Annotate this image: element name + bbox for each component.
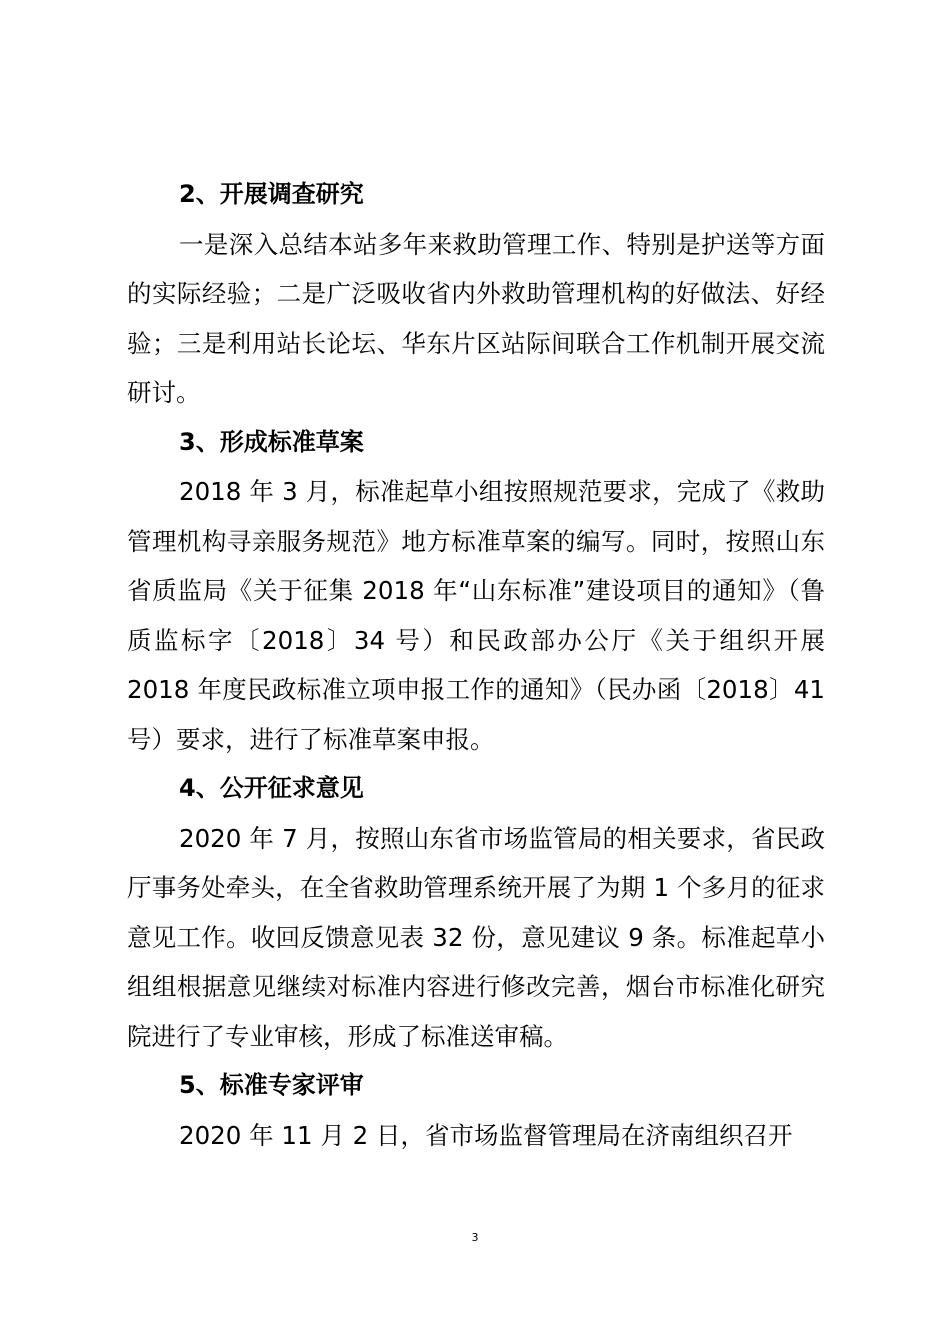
page-number: 3 [471, 1231, 479, 1244]
paragraph-expert-review: 2020 年 11 月 2 日，省市场监督管理局在济南组织召开 [179, 1120, 793, 1150]
paragraph-draft-standard: 2018 年 3 月，标准起草小组按照规范要求，完成了《救助管理机构寻亲服务规范》地方标准草案的编写。同时，按照山东省质监局《关于征集 2018 年“山东标准”建设项目的通知》（鲁质监标字〔2018〕34 号）和民政部办公厅《关于组织开展 2018 年度民政标准立项申报工作的通知》（民办函〔2018〕41 号）要求，进行了标准草案申报。 [127, 477, 825, 754]
section-heading-public-consultation: 4、公开征求意见 [179, 774, 364, 802]
section-heading-survey-research: 2、开展调查研究 [179, 180, 364, 208]
section-heading-expert-review: 5、标准专家评审 [179, 1071, 364, 1099]
section-heading-draft-standard: 3、形成标准草案 [179, 427, 364, 456]
paragraph-survey-research: 一是深入总结本站多年来救助管理工作、特别是护送等方面的实际经验；二是广泛吸收省内外救助管理机构的好做法、好经验；三是利用站长论坛、华东片区站际间联合工作机制开展交流研讨。 [127, 229, 825, 407]
paragraph-public-consultation: 2020 年 7 月，按照山东省市场监管局的相关要求，省民政厅事务处牵头，在全省救助管理系统开展了为期 1 个多月的征求意见工作。收回反馈意见表 32 份，意见建议 9 条。标准起草小组组根据意见继续对标准内容进行修改完善，烟台市标准化研究院进行了专业审核，形成了标准送审稿。 [127, 823, 825, 1051]
page-body [127, 170, 825, 1160]
